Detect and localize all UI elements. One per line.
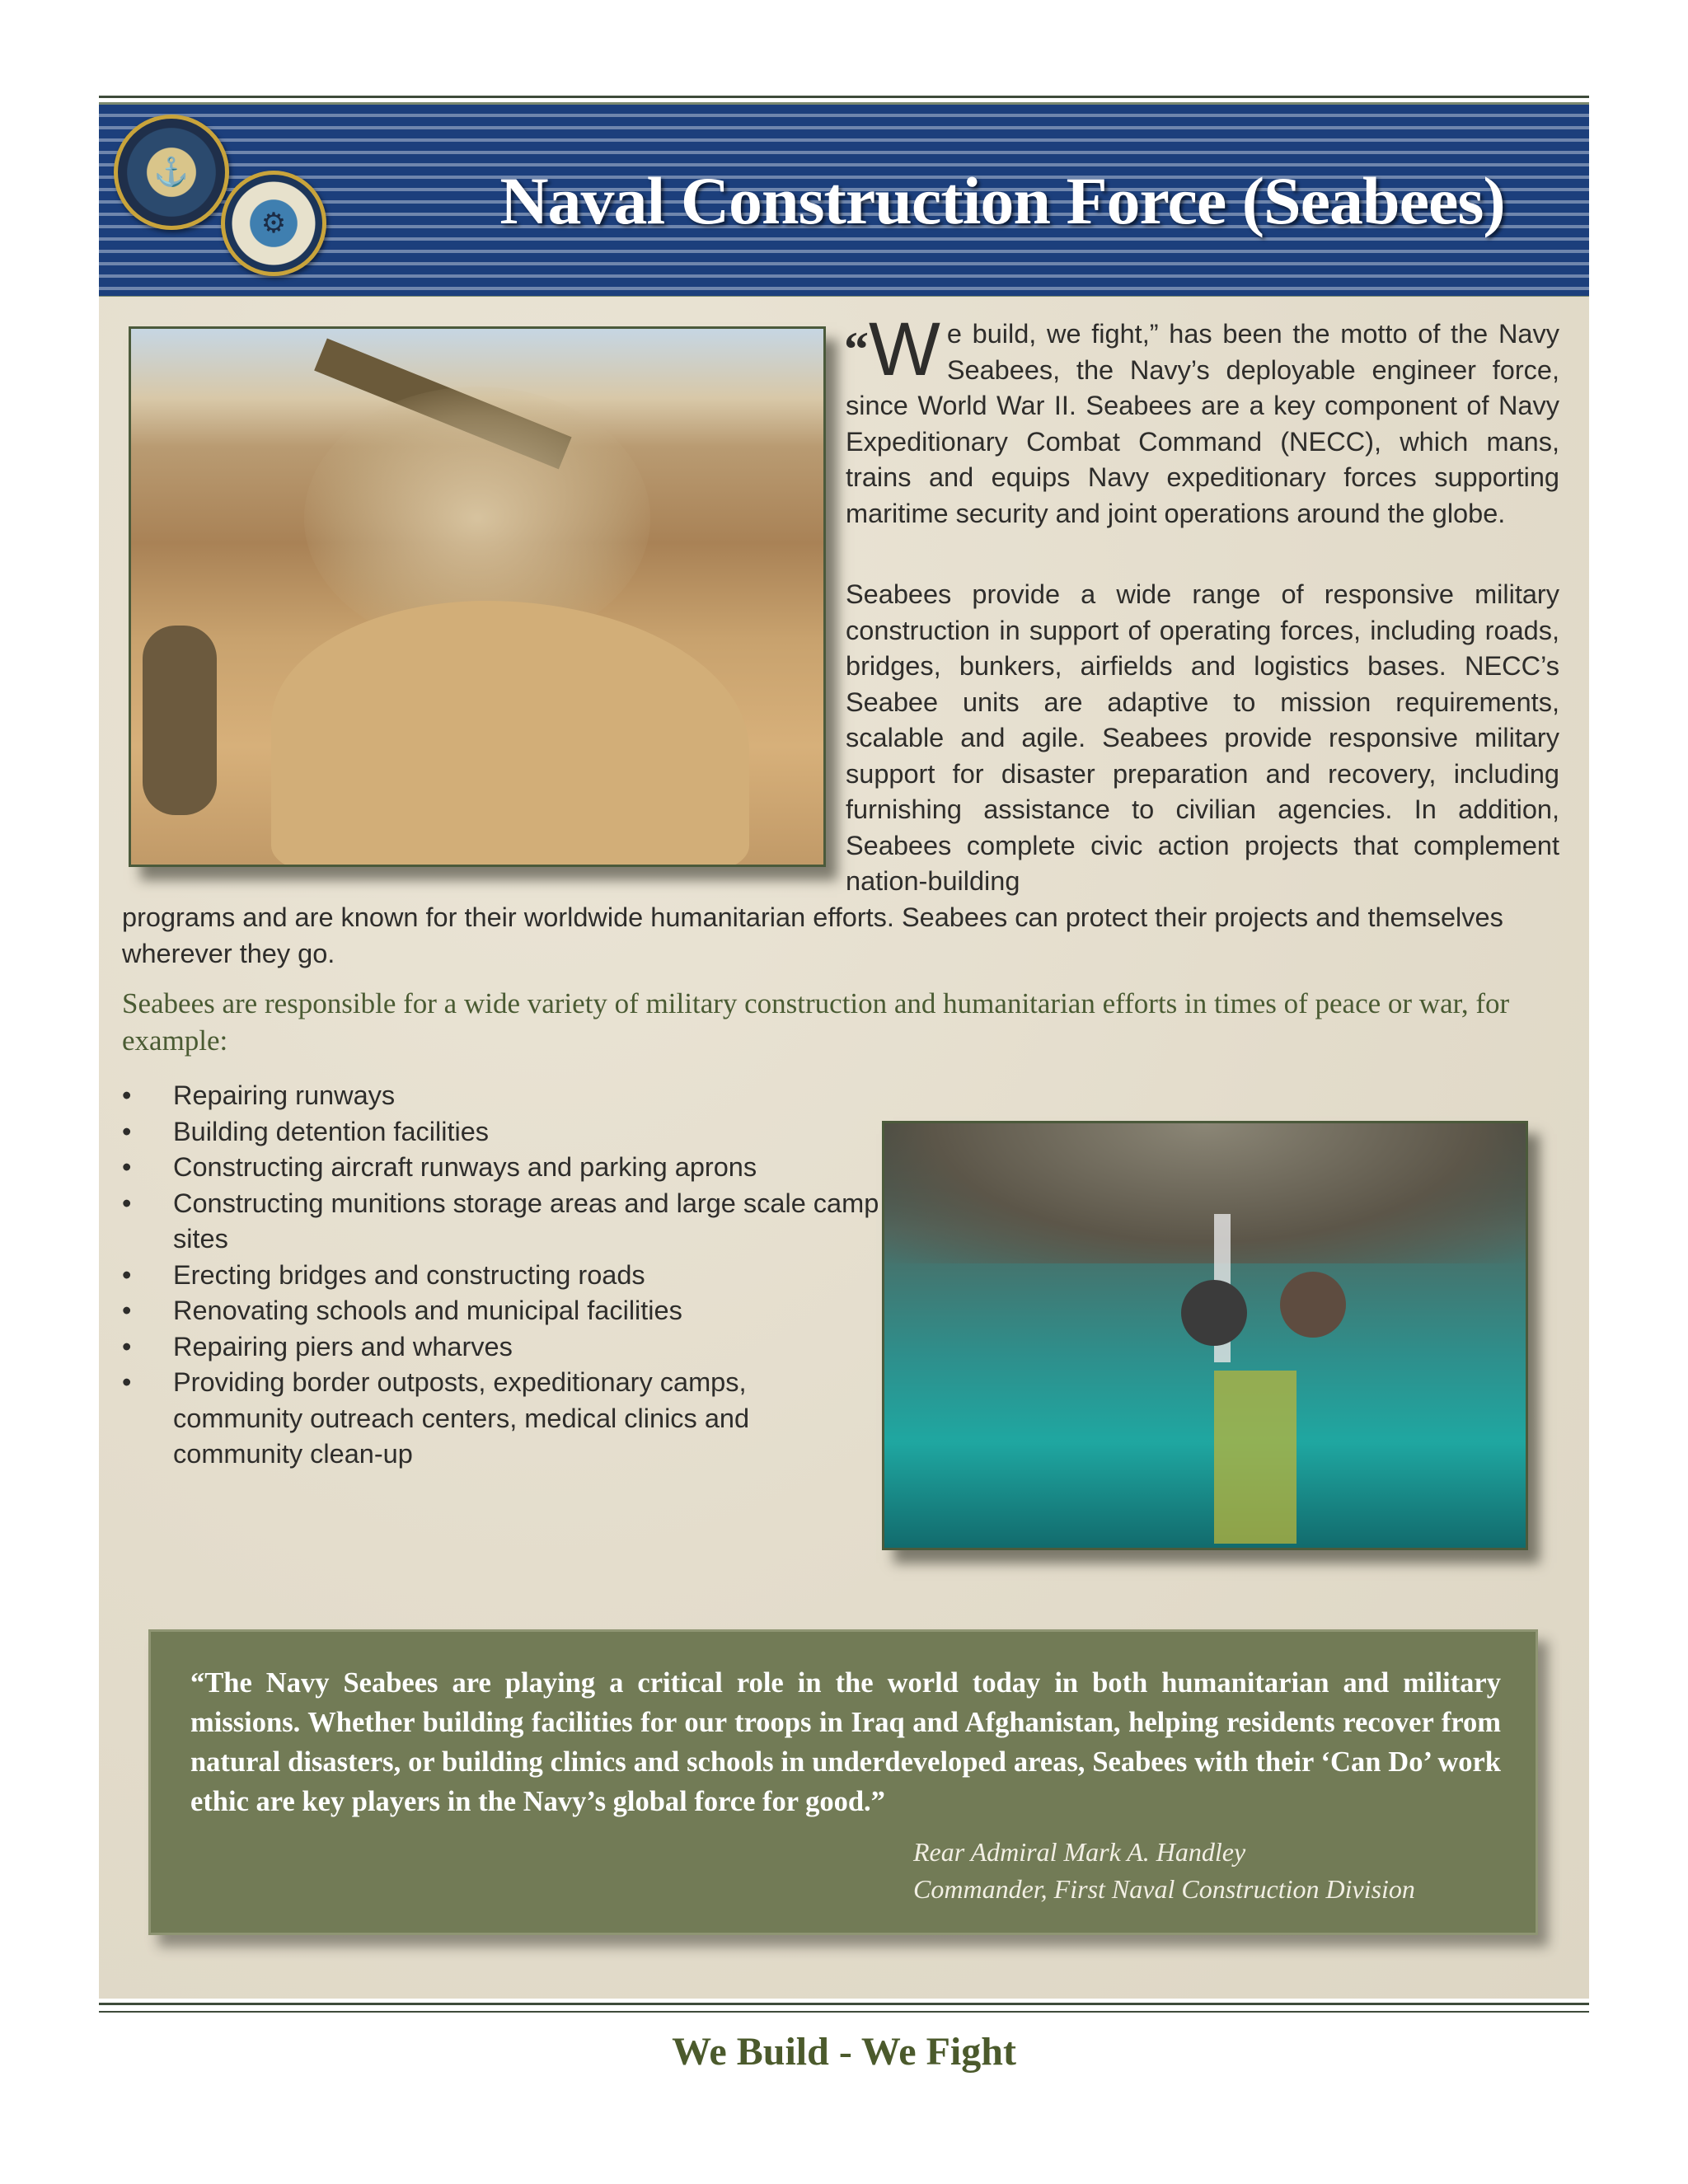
necc-seal-icon: ⚓ xyxy=(114,115,229,230)
intro-paragraph xyxy=(844,307,1559,532)
examples-list xyxy=(122,1078,880,1473)
underwater-divers-photo xyxy=(882,1121,1528,1550)
first-ncd-seal-icon: ⚙ xyxy=(221,171,326,276)
examples-intro: Seabees are responsible for a wide variety of military construction and humanitarian efforts in times of peace or war, for example: xyxy=(122,987,1510,1057)
capabilities-paragraph-continued: programs and are known for their worldwide humanitarian efforts. Seabees can protect their projects and themselves wherever they go. xyxy=(122,902,1503,968)
list-item: • Constructing munitions storage areas and large scale camp sites xyxy=(122,1186,880,1258)
excavator-sand-photo xyxy=(129,326,826,867)
list-item: • Constructing aircraft runways and parking aprons xyxy=(122,1150,880,1186)
list-item: • Repairing runways xyxy=(122,1078,880,1114)
diver-two xyxy=(1280,1272,1346,1338)
title-banner xyxy=(99,102,1589,298)
quote-box xyxy=(148,1629,1538,1935)
capabilities-paragraph: Seabees provide a wide range of responsive military construction in support of operating forces, including roads, bridges, bunkers, airfields and logistics bases. NECC’s Seabee units are adaptive to mission requirements, scalable and agile. Seabees provide responsive military support for disaster preparation and recovery, including furnishing assistance to civilian agencies. In addition, Seabees complete civic action projects that complement nation-building xyxy=(846,579,1559,896)
bottom-rule xyxy=(99,2003,1589,2005)
drop-cap xyxy=(844,307,940,391)
diver-one xyxy=(1181,1280,1247,1346)
content-area xyxy=(99,297,1589,1999)
drop-cap-letter: W xyxy=(869,307,940,391)
list-item: • Building detention facilities xyxy=(122,1114,880,1151)
footer-tagline: We Build - We Fight xyxy=(672,2030,1016,2074)
list-item: • Repairing piers and wharves xyxy=(122,1329,880,1366)
pier-underside xyxy=(884,1123,1526,1263)
list-item: • Providing border outposts, expeditionary camps, community outreach centers, medical clinics and community clean-up xyxy=(122,1365,880,1473)
list-item: • Erecting bridges and constructing roads xyxy=(122,1258,880,1294)
drop-cap-quote: “ xyxy=(844,322,869,377)
quote-text: “The Navy Seabees are playing a critical role in the world today in both humanitarian and military missions. Whether building facilities for our troops in Iraq and Afghanistan, helping residents recover from natural disasters, or building clinics and schools in underdeveloped areas, Seabees with their ‘Can Do’ work ethic are key players in the Navy’s global force for good.” xyxy=(190,1667,1501,1817)
diver-vest xyxy=(1214,1371,1296,1544)
sand-mound xyxy=(271,601,749,867)
page-title: Naval Construction Force (Seabees) xyxy=(499,163,1505,238)
quote-author: Rear Admiral Mark A. Handley xyxy=(913,1837,1246,1867)
list-item: • Renovating schools and municipal facilities xyxy=(122,1293,880,1329)
intro-paragraph-text: e build, we fight,” has been the motto of the Navy Seabees, the Navy’s deployable engineer force, since World War II. Seabees are a key component of Navy Expeditionary Combat Command (NECC), which mans, trains and equips Navy expeditionary forces supporting maritime security and joint operations around the globe. xyxy=(846,319,1559,528)
worker-figure xyxy=(143,626,217,815)
quote-author-title: Commander, First Naval Construction Division xyxy=(913,1874,1415,1904)
bottom-rule-thin xyxy=(99,2011,1589,2013)
top-rule xyxy=(99,96,1589,98)
